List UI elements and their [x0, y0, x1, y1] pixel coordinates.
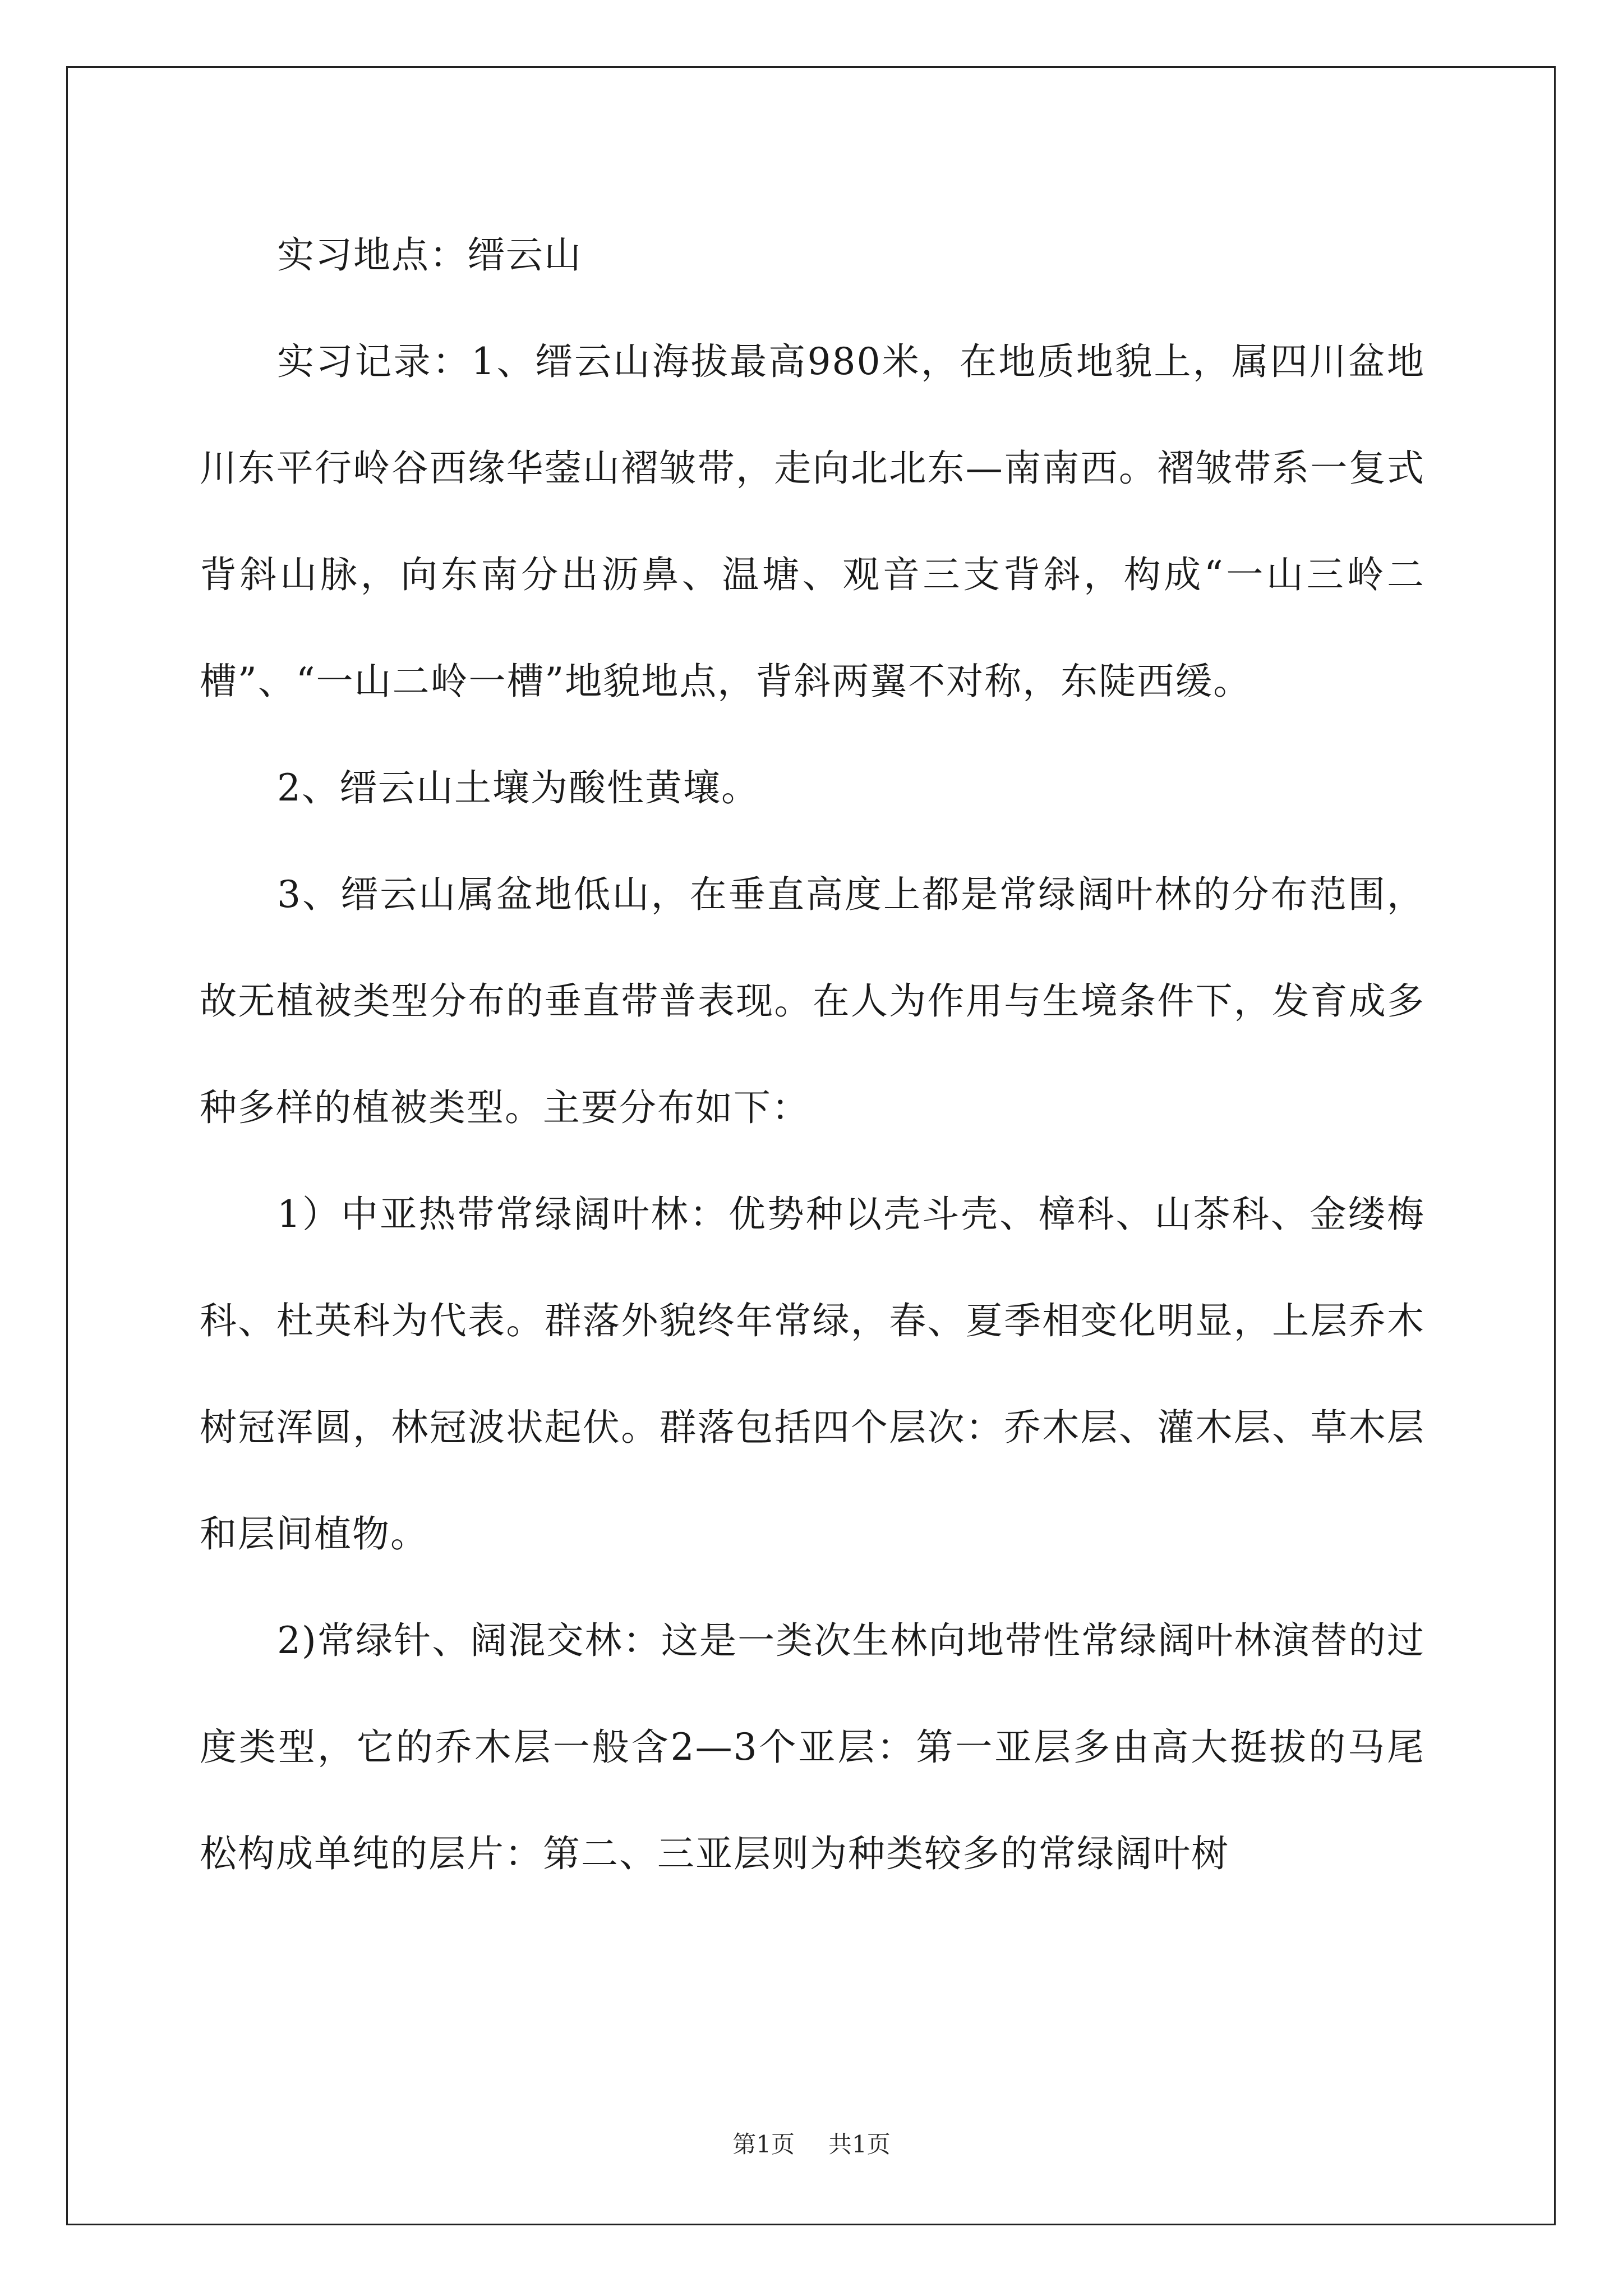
paragraph-evergreen-forest: 1）中亚热带常绿阔叶林：优势种以壳斗壳、樟科、山茶科、金缕梅科、杜英科为代表。群落外貌终年常绿，春、夏季相变化明显，上层乔木树冠浑圆，林冠波状起伏。群落包括四个层次：乔木层、灌木层、草木层和层间植物。	[200, 1193, 1425, 1556]
paragraph-record-1: 实习记录：1、缙云山海拔最高980米，在地质地貌上，属四川盆地川东平行岭谷西缘华蓥山褶皱带，走向北北东—南南西。褶皱带系一复式背斜山脉，向东南分出沥鼻、温塘、观音三支背斜，构成“一山三岭二槽”、“一山二岭一槽”地貌地点，背斜两翼不对称，东陡西缓。	[200, 340, 1425, 703]
page-footer	[0, 2126, 1623, 2160]
paragraph-record-2: 2、缙云山土壤为酸性黄壤。	[277, 766, 759, 809]
page-number: 第1页	[732, 2131, 795, 2158]
document-body	[200, 202, 1425, 1907]
paragraph-record-3: 3、缙云山属盆地低山，在垂直高度上都是常绿阔叶林的分布范围，故无植被类型分布的垂直带普表现。在人为作用与生境条件下，发育成多种多样的植被类型。主要分布如下：	[200, 873, 1425, 1129]
paragraph-mixed-forest: 2)常绿针、阔混交林：这是一类次生林向地带性常绿阔叶林演替的过度类型，它的乔木层一般含2—3个亚层：第一亚层多由高大挺拔的马尾松构成单纯的层片：第二、三亚层则为种类较多的常绿阔叶树	[200, 1619, 1425, 1875]
page-total: 共1页	[828, 2131, 891, 2158]
paragraph-location: 实习地点：缙云山	[277, 233, 582, 277]
